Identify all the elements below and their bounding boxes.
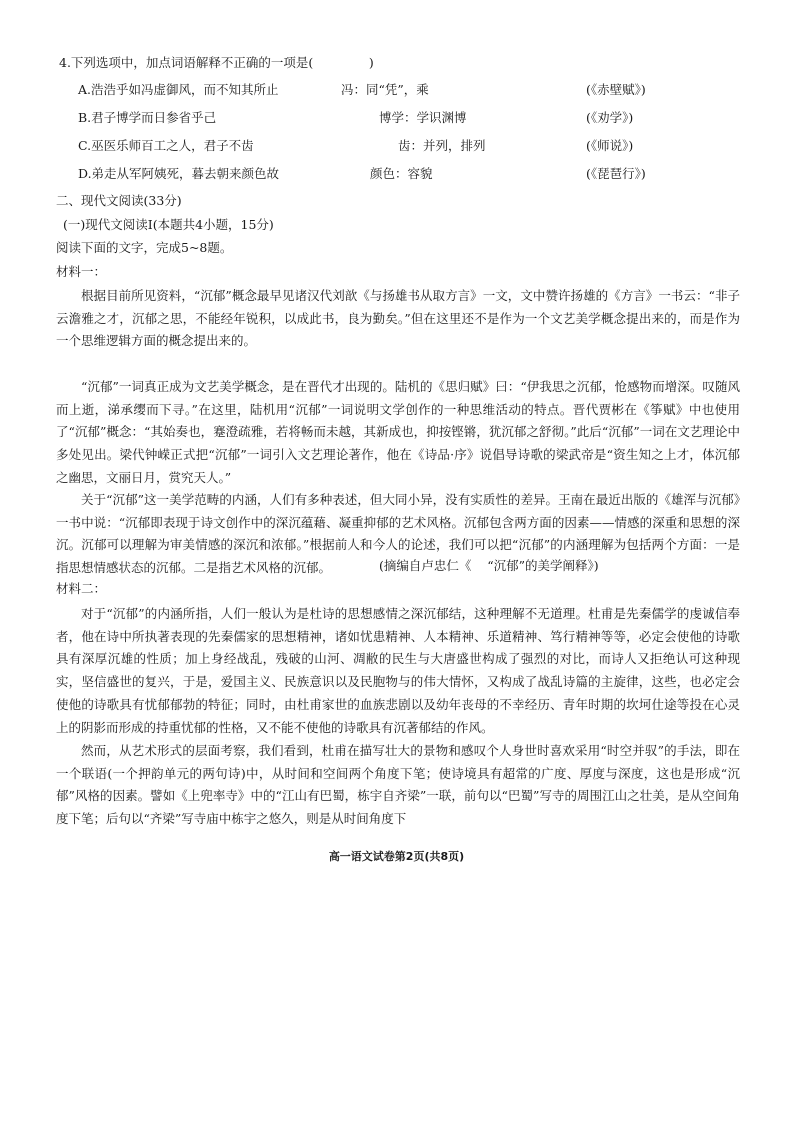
- option-d: [78, 164, 768, 182]
- page-footer: 高一语文试卷第2页(共8页): [328, 850, 465, 863]
- option-d-sentence: D.弟走从军阿姨死，暮去朝来颜色故: [78, 166, 280, 181]
- option-c-gloss: 齿：并列，排列: [398, 138, 486, 153]
- option-c-source: (《师说》): [586, 138, 634, 153]
- option-c: [78, 136, 768, 154]
- material-2-label: 材料二：: [56, 581, 107, 596]
- option-a: [78, 80, 768, 98]
- sub-section-heading: (一)现代文阅读Ⅰ(本题共4小题，15分): [63, 217, 274, 232]
- option-d-source: (《琵琶行》): [586, 166, 646, 181]
- option-a-sentence: A.浩浩乎如冯虚御风，而不知其所止: [78, 82, 279, 97]
- material-1-citation: (摘编自卢忠仁《 “沉郁”的美学阐释》): [379, 558, 599, 573]
- material-1-paragraph-2: “沉郁”一词真正成为文艺美学概念，是在晋代才出现的。陆机的《思归赋》曰：“伊我思之沉郁，怆感物而增深。叹随风而上逝，涕承缨而下寻。”在这里，陆机用“沉郁”一词说明文学创作的一种思维活动的特点。晋代贾彬在《筝赋》中也使用了“沉郁”概念：“其始奏也，蹇澄疏雅，若将畅而未越，其新成也，抑按铿锵，犹沉郁之舒彻。”此后“沉郁”一词在文艺理论中多处见出。梁代钟嵘正式把“沉郁”一词引入文艺理论著作，他在《诗品·序》说倡导诗歌的梁武帝是“资生知之上才，体沉郁之幽思，文丽日月，赏究天人。”: [56, 379, 740, 485]
- option-b-source: (《劝学》): [586, 110, 634, 125]
- section-heading: 二、现代文阅读(33分): [56, 193, 182, 208]
- option-a-source: (《赤壁赋》): [586, 82, 646, 97]
- option-a-gloss: 冯：同“凭”，乘: [341, 82, 429, 97]
- option-c-sentence: C.巫医乐师百工之人，君子不齿: [78, 138, 254, 153]
- question-4-stem: 4.下列选项中，加点词语解释不正确的一项是( ): [59, 55, 374, 70]
- option-d-gloss: 颜色：容貌: [370, 166, 433, 181]
- reading-instruction: 阅读下面的文字，完成5~8题。: [56, 240, 233, 255]
- material-2-paragraph-1: 对于“沉郁”的内涵所指，人们一般认为是杜诗的思想感情之深沉郁结，这种理解不无道理。杜甫是先秦儒学的虔诚信奉者，他在诗中所执著表现的先秦儒家的思想精神，诸如忧患精神、人本精神、乐道精神、笃行精神等等，必定会使他的诗歌具有深厚沉雄的性质；加上身经战乱，残破的山河、凋敝的民生与大唐盛世构成了强烈的对比，而诗人又拒绝认可这种现实，坚信盛世的复兴，于是，爱国主义、民族意识以及民胞物与的伟大情怀，又构成了战乱诗篇的主旋律，这些，也必定会使他的诗歌具有忧郁郁勃的特征；同时，由杜甫家世的血族悲剧以及幼年丧母的不幸经历、青年时期的坎坷仕途等投在心灵上的阴影而形成的持重忧郁的性格，又不能不使他的诗歌具有沉著郁结的作风。: [56, 606, 740, 735]
- option-b: [78, 108, 768, 126]
- material-1-paragraph-3: 关于“沉郁”这一美学范畴的内涵，人们有多种表述，但大同小异，没有实质性的差异。王南在最近出版的《雄浑与沉郁》一书中说：“沉郁即表现于诗文创作中的深沉蕴藉、凝重抑郁的艺术风格。沉郁包含两方面的因素——情感的深重和思想的深沉。沉郁可以理解为审美情感的深沉和浓郁。”根据前人和今人的论述，我们可以把“沉郁”的内涵理解为包括两个方面：一是指思想情感状态的沉郁。二是指艺术风格的沉郁。: [56, 492, 740, 576]
- material-1-label: 材料一：: [56, 264, 107, 279]
- material-2-paragraph-2: 然而，从艺术形式的层面考察，我们看到，杜甫在描写壮大的景物和感叹个人身世时喜欢采用“时空并驭”的手法，即在一个联语(一个押韵单元的两句诗)中，从时间和空间两个角度下笔；使诗境具有超常的广度、厚度与深度，这也是形成“沉郁”风格的因素。譬如《上兜率寺》中的“江山有巴蜀，栋宇自齐梁”一联，前句以“巴蜀”写寺的周围江山之壮美，是从空间角度下笔；后句以“齐梁”写寺庙中栋宇之悠久，则是从时间角度下: [56, 743, 740, 827]
- option-b-sentence: B.君子博学而日参省乎己: [78, 110, 217, 125]
- material-1-paragraph-1: 根据目前所见资料，“沉郁”概念最早见诸汉代刘歆《与扬雄书从取方言》一文，文中赞许扬雄的《方言》一书云：“非子云澹雅之才，沉郁之思，不能经年锐积，以成此书，良为勤矣。”但在这里还不是作为一个文艺美学概念提出来的，而是作为一个思维逻辑方面的概念提出来的。: [56, 288, 740, 349]
- option-b-gloss: 博学：学识渊博: [379, 110, 467, 125]
